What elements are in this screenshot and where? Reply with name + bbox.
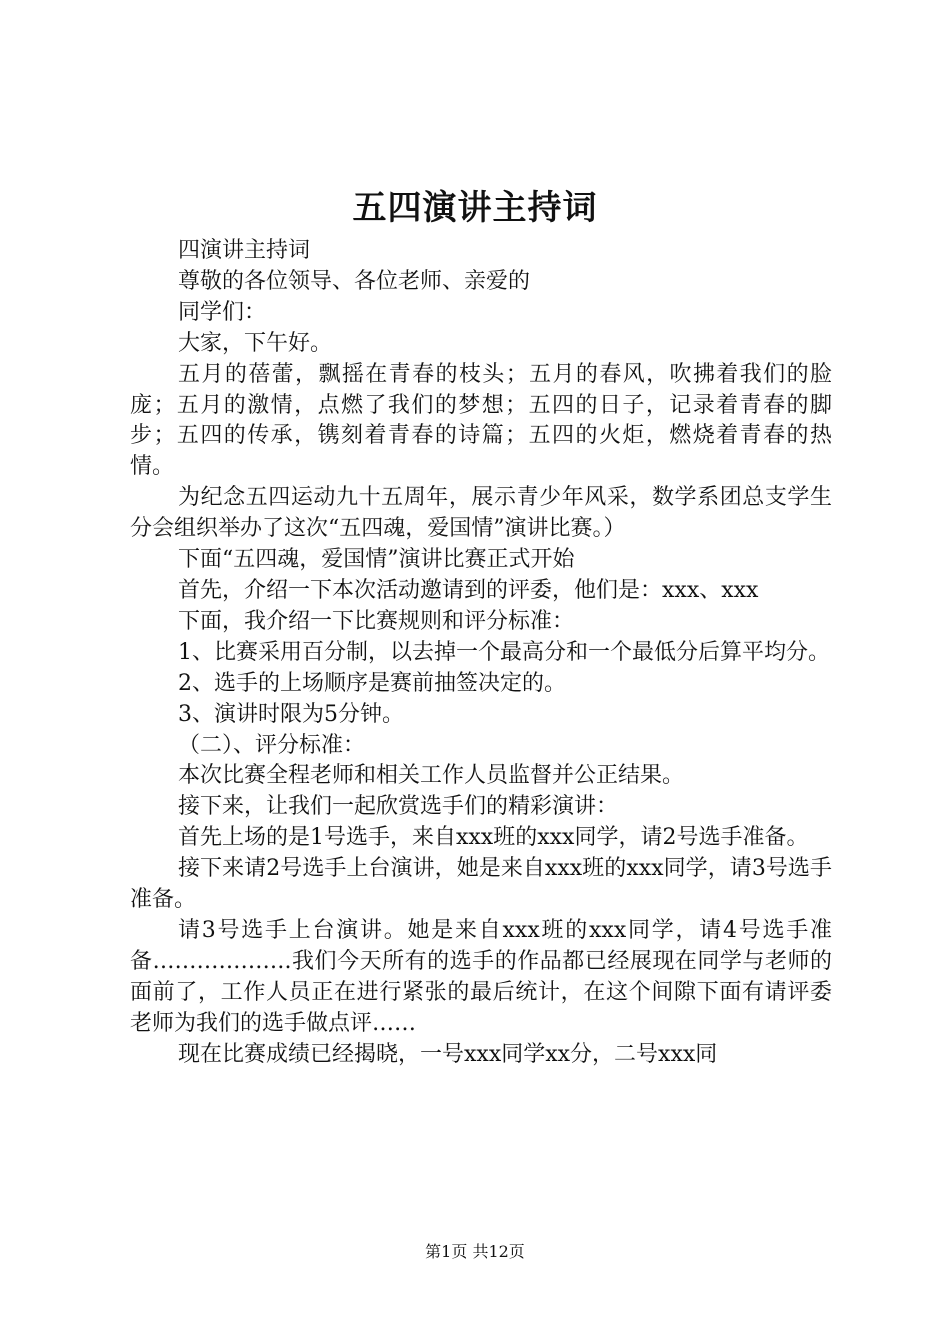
page-footer: 第1页 共12页 xyxy=(425,1242,525,1261)
paragraph: 大家，下午好。 xyxy=(178,330,333,356)
paragraph: 1、比赛采用百分制，以去掉一个最高分和一个最低分后算平均分。 xyxy=(178,639,830,665)
paragraph: 本次比赛全程老师和相关工作人员监督并公正结果。 xyxy=(178,763,685,789)
paragraph: 3、演讲时限为5分钟。 xyxy=(178,701,404,727)
paragraph: 接下来请2号选手上台演讲，她是来自xxx班的xxx同学，请3号选手准备。 xyxy=(130,856,832,913)
paragraph: （二）、评分标准： xyxy=(178,732,366,758)
paragraph: 2、选手的上场顺序是赛前抽签决定的。 xyxy=(178,670,566,696)
paragraph: 为纪念五四运动九十五周年，展示青少年风采，数学系团总支学生分会组织举办了这次“五四魂，爱国情”演讲比赛。） xyxy=(130,485,832,542)
paragraph: 现在比赛成绩已经揭晓，一号xxx同学xx分，二号xxx同 xyxy=(178,1041,718,1067)
paragraph: 五月的蓓蕾，飘摇在青春的枝头；五月的春风，吹拂着我们的脸庞；五月的激情，点燃了我们的梦想；五四的日子，记录着青春的脚步；五四的传承，镌刻着青春的诗篇；五四的火炬，燃烧着青春的热情。 xyxy=(130,361,832,480)
paragraph: 请3号选手上台演讲。她是来自xxx班的xxx同学，请4号选手准备……………….我们今天所有的选手的作品都已经展现在同学与老师的面前了，工作人员正在进行紧张的最后统计，在这个间隙下面有请评委老师为我们的选手做点评…… xyxy=(130,917,832,1036)
paragraph: 同学们： xyxy=(178,299,267,325)
paragraph: 首先，介绍一下本次活动邀请到的评委，他们是：xxx、xxx xyxy=(178,577,759,603)
paragraph: 接下来，让我们一起欣赏选手们的精彩演讲： xyxy=(178,794,619,820)
paragraph: 尊敬的各位领导、各位老师、亲爱的 xyxy=(178,268,531,294)
paragraph: 首先上场的是1号选手，来自xxx班的xxx同学，请2号选手准备。 xyxy=(178,825,809,851)
document-body xyxy=(130,236,832,1070)
paragraph: 下面，我介绍一下比赛规则和评分标准： xyxy=(178,608,575,634)
paragraph: 下面“五四魂，爱国情”演讲比赛正式开始 xyxy=(178,547,575,573)
document-title: 五四演讲主持词 xyxy=(352,188,598,228)
paragraph: 四演讲主持词 xyxy=(178,238,311,263)
